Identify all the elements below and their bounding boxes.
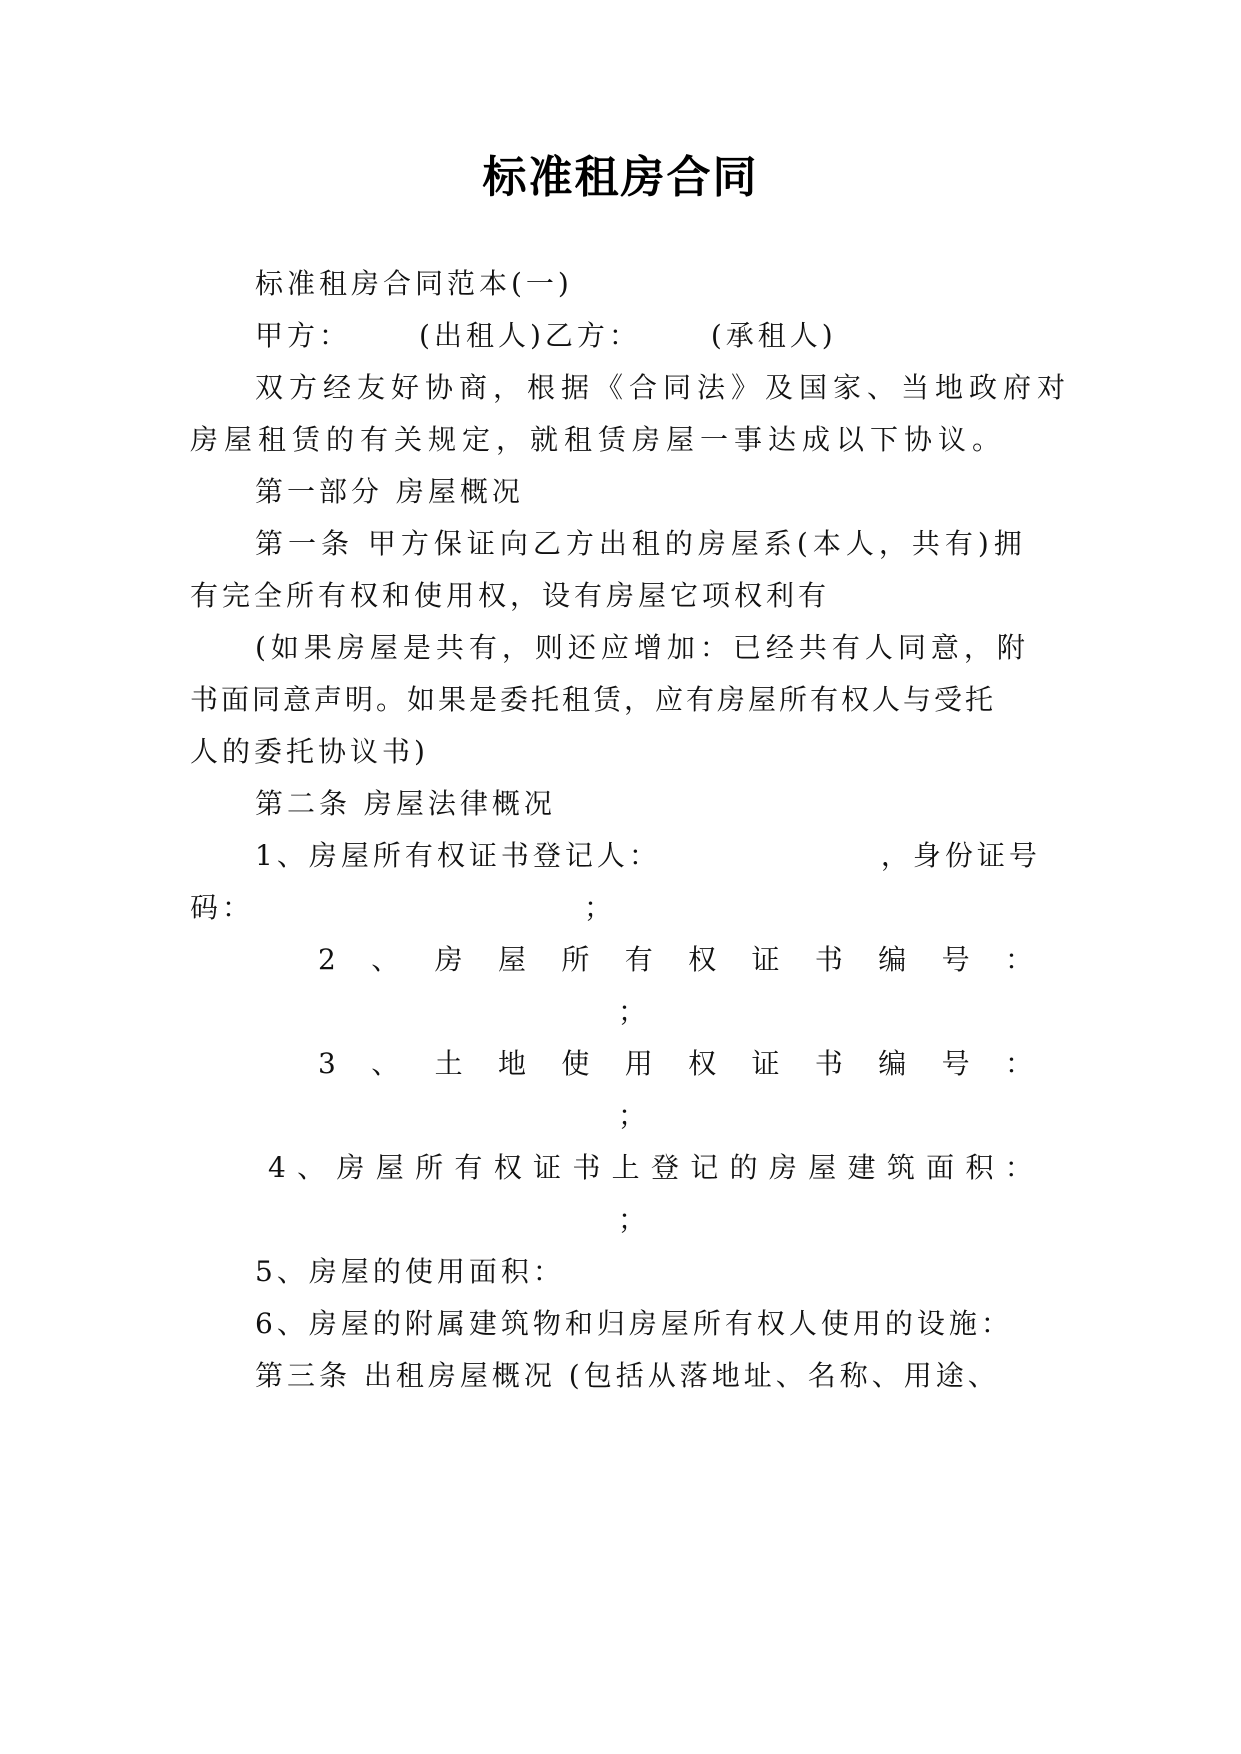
justified-char: 、 (371, 1047, 400, 1080)
blank-terminator: ； (618, 995, 647, 1028)
blank-terminator: ； (618, 1099, 647, 1132)
justified-char: ： (1004, 1047, 1033, 1080)
justified-char: 书 (814, 943, 843, 976)
section-heading: 第二条 房屋法律概况 (255, 787, 556, 820)
justified-char: 书 (572, 1151, 601, 1184)
justified-char: 登 (650, 1151, 679, 1184)
justified-char: 编 (878, 943, 907, 976)
paragraph-line: 双方经友好协商，根据《合同法》及国家、当地政府对 (255, 371, 1072, 404)
paragraph-line: 第三条 出租房屋概况 (包括从落地址、名称、用途、 (255, 1359, 1000, 1392)
party-a-label: 甲方： (255, 319, 352, 352)
paragraph-line: 第一条 甲方保证向乙方出租的房屋系(本人，共有)拥 (255, 527, 1027, 560)
form-line-land-certificate (318, 1044, 1033, 1084)
justified-char: 上 (611, 1151, 640, 1184)
justified-char: 号 (941, 1047, 970, 1080)
justified-char: 3 (318, 1047, 336, 1080)
justified-char: 建 (847, 1151, 876, 1184)
justified-char: 房 (768, 1151, 797, 1184)
justified-char: 证 (751, 1047, 780, 1080)
justified-char: 房 (336, 1151, 365, 1184)
blank-terminator: ； (584, 891, 617, 924)
document-title: 标准租房合同 (482, 152, 759, 203)
justified-char: 的 (729, 1151, 758, 1184)
form-line-certificate (318, 940, 1033, 980)
justified-char: ： (1004, 1151, 1033, 1184)
justified-char: 证 (751, 943, 780, 976)
justified-char: 4 (268, 1151, 286, 1184)
justified-char: 地 (497, 1047, 526, 1080)
blank-terminator: ； (618, 1203, 647, 1236)
justified-char: 用 (624, 1047, 653, 1080)
id-code-label: 码： (190, 891, 255, 924)
justified-char: 权 (688, 943, 717, 976)
form-line-area (268, 1148, 1033, 1188)
justified-char: 屋 (808, 1151, 837, 1184)
paragraph-line: 6、房屋的附属建筑物和归房屋所有权人使用的设施： (255, 1307, 1013, 1340)
justified-char: 有 (454, 1151, 483, 1184)
paragraph-line: 5、房屋的使用面积： (255, 1255, 565, 1288)
paragraph-line: 房屋租赁的有关规定，就租赁房屋一事达成以下协议。 (190, 423, 1007, 456)
justified-char: 有 (624, 943, 653, 976)
justified-char: 积 (965, 1151, 994, 1184)
justified-char: 所 (561, 943, 590, 976)
justified-char: 、 (297, 1151, 326, 1184)
justified-char: 房 (434, 943, 463, 976)
justified-char: 使 (561, 1047, 590, 1080)
id-label: ，身份证号 (880, 839, 1041, 872)
paragraph-line: 书面同意声明。如果是委托租赁，应有房屋所有权人与受托 (190, 683, 997, 716)
justified-char: ： (1004, 943, 1033, 976)
justified-char: 权 (688, 1047, 717, 1080)
justified-char: 2 (318, 943, 336, 976)
party-b-label: (出租人)乙方： (419, 319, 641, 352)
justified-char: 记 (690, 1151, 719, 1184)
justified-char: 面 (926, 1151, 955, 1184)
justified-char: 号 (941, 943, 970, 976)
paragraph-line: (如果房屋是共有，则还应增加：已经共有人同意，附 (255, 631, 1030, 664)
paragraph-line: 标准租房合同范本(一) (255, 267, 573, 300)
justified-char: 筑 (886, 1151, 915, 1184)
justified-char: 、 (371, 943, 400, 976)
tenant-label: (承租人) (710, 319, 837, 352)
justified-char: 土 (434, 1047, 463, 1080)
justified-char: 屋 (375, 1151, 404, 1184)
owner-label: 1、房屋所有权证书登记人： (255, 839, 661, 872)
parties-line (255, 316, 837, 356)
justified-char: 书 (814, 1047, 843, 1080)
justified-char: 权 (493, 1151, 522, 1184)
justified-char: 证 (533, 1151, 562, 1184)
justified-char: 所 (415, 1151, 444, 1184)
form-line (190, 888, 616, 928)
paragraph-line: 有完全所有权和使用权，设有房屋它项权利有 (190, 579, 831, 612)
form-line (255, 836, 1041, 876)
justified-char: 屋 (497, 943, 526, 976)
paragraph-line: 人的委托协议书) (190, 735, 429, 768)
justified-char: 编 (878, 1047, 907, 1080)
section-heading: 第一部分 房屋概况 (255, 475, 524, 508)
